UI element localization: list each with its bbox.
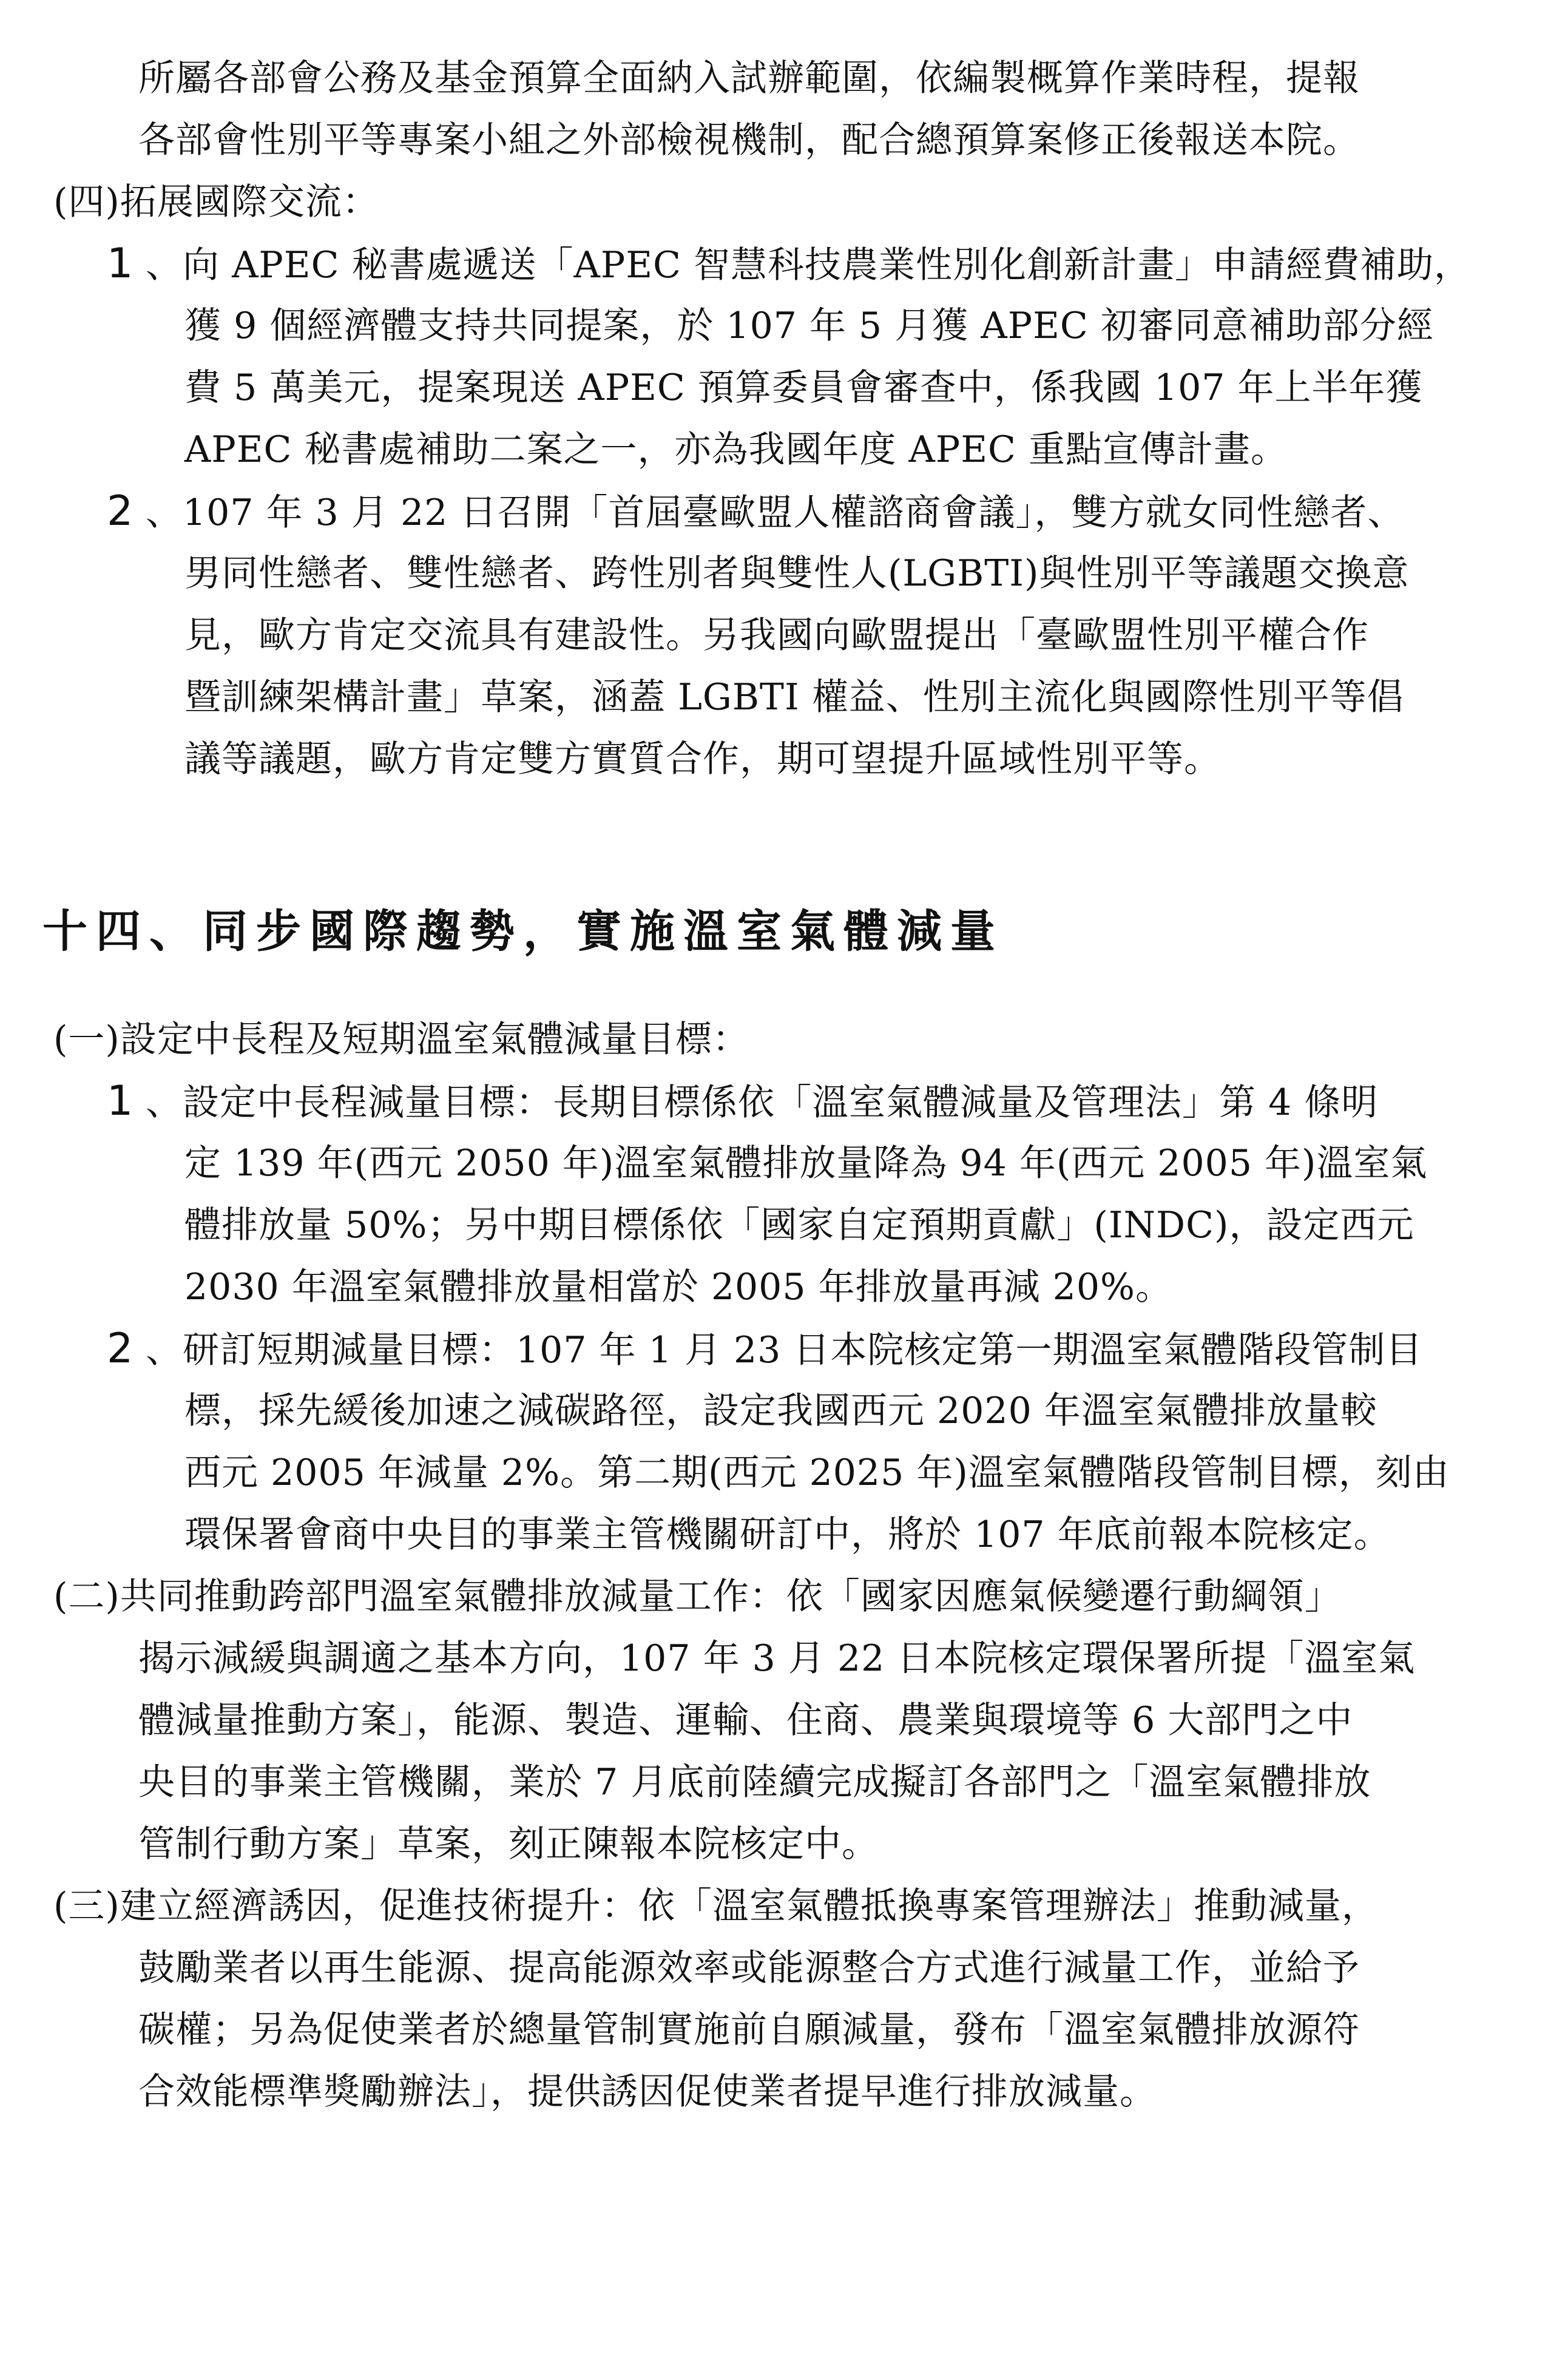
text-line: 管制行動方案」草案，刻正陳報本院核定中。 — [138, 1823, 879, 1865]
list-number: 1 — [107, 240, 134, 288]
subsection-label-text: (一)設定中長程及短期溫室氣體減量目標： — [53, 1018, 749, 1061]
text-line: 環保署會商中央目的事業主管機關研訂中，將於 107 年底前報本院核定。 — [184, 1513, 1391, 1556]
list-item-continuation — [184, 1380, 1450, 1566]
subsection-first-line: (三)建立經濟誘因，促進技術提升：依「溫室氣體抵換專案管理辦法」推動減量， — [53, 1885, 1379, 1927]
text-line: 所屬各部會公務及基金預算全面納入試辦範圍，依編製概算作業時程，提報 — [138, 57, 1360, 100]
text-line: 男同性戀者、雙性戀者、跨性別者與雙性人(LGBTI)與性別平等議題交換意 — [184, 552, 1410, 595]
subsection-paragraph — [53, 1566, 1342, 1628]
text-line: 標，採先緩後加速之減碳路徑，設定我國西元 2020 年溫室氣體排放量較 — [184, 1390, 1377, 1432]
subsection-continuation — [138, 1937, 1360, 2123]
list-item-first-line — [107, 1318, 1422, 1380]
subsection-label — [53, 1009, 749, 1070]
list-item — [107, 481, 1404, 543]
text-line: 合效能標準獎勵辦法」，提供誘因促使業者提早進行排放減量。 — [138, 2071, 1157, 2113]
subsection-first-line: (二)共同推動跨部門溫室氣體排放減量工作：依「國家因應氣候變遷行動綱領」 — [53, 1575, 1342, 1618]
text-line: 暨訓練架構計畫」草案，涵蓋 LGBTI 權益、性別主流化與國際性別平等倡 — [184, 676, 1404, 718]
list-item-continuation — [184, 543, 1409, 790]
list-number: 2 — [107, 487, 134, 535]
subsection-continuation — [138, 1628, 1415, 1875]
text-line: 定 139 年(西元 2050 年)溫室氣體排放量降為 94 年(西元 2005 年)溫室氣 — [184, 1142, 1428, 1185]
list-item-first-line — [107, 1070, 1378, 1132]
section-heading — [42, 898, 1004, 965]
list-number: 1 — [107, 1077, 134, 1125]
text-line: 費 5 萬美元，提案現送 APEC 預算委員會審查中，係我國 107 年上半年獲 — [184, 367, 1423, 409]
list-item-continuation — [184, 1132, 1427, 1318]
list-item — [107, 1318, 1422, 1380]
text-line: 央目的事業主管機關，業於 7 月底前陸續完成擬訂各部門之「溫室氣體排放 — [138, 1761, 1371, 1804]
text-line: 碳權；另為促使業者於總量管制實施前自願減量，發布「溫室氣體排放源符 — [138, 2009, 1360, 2051]
subsection-label — [53, 171, 379, 233]
text-line: 體排放量 50%；另中期目標係依「國家自定預期貢獻」(INDC)，設定西元 — [184, 1204, 1414, 1246]
list-item-text: 、設定中長程減量目標：長期目標係依「溫室氣體減量及管理法」第 4 條明 — [146, 1081, 1379, 1124]
text-line: 體減量推動方案」，能源、製造、運輸、住商、農業與環境等 6 大部門之中 — [138, 1699, 1353, 1742]
subsection-label-text: (四)拓展國際交流： — [53, 181, 379, 223]
list-item-text: 、研訂短期減量目標：107 年 1 月 23 日本院核定第一期溫室氣體階段管制目 — [146, 1329, 1423, 1371]
list-item-text: 、向 APEC 秘書處遞送「APEC 智慧科技農業性別化創新計畫」申請經費補助， — [146, 244, 1472, 286]
list-number: 2 — [107, 1325, 134, 1373]
text-line: APEC 秘書處補助二案之一，亦為我國年度 APEC 重點宣傳計畫。 — [184, 428, 1288, 471]
text-line: 2030 年溫室氣體排放量相當於 2005 年排放量再減 20%。 — [184, 1266, 1173, 1308]
text-line: 獲 9 個經濟體支持共同提案，於 107 年 5 月獲 APEC 初審同意補助部分經 — [184, 305, 1434, 347]
text-line: 見，歐方肯定交流具有建設性。另我國向歐盟提出「臺歐盟性別平權合作 — [184, 614, 1369, 657]
text-line: 各部會性別平等專案小組之外部檢視機制，配合總預算案修正後報送本院。 — [138, 119, 1360, 161]
text-line: 議等議題，歐方肯定雙方實質合作，期可望提升區域性別平等。 — [184, 738, 1221, 780]
text-line: 揭示減緩與調適之基本方向，107 年 3 月 22 日本院核定環保署所提「溫室氣 — [138, 1637, 1416, 1680]
text-line: 西元 2005 年減量 2%。第二期(西元 2025 年)溫室氣體階段管制目標，刻由 — [184, 1452, 1450, 1494]
continuation-paragraph — [138, 47, 1360, 171]
list-item-continuation — [184, 295, 1434, 481]
section-heading-text: 十四、同步國際趨勢，實施溫室氣體減量 — [42, 905, 1004, 958]
list-item — [107, 1070, 1378, 1132]
list-item — [107, 233, 1471, 295]
subsection-paragraph — [53, 1875, 1379, 1937]
list-item-text: 、107 年 3 月 22 日召開「首屆臺歐盟人權諮商會議」，雙方就女同性戀者、 — [146, 492, 1405, 534]
list-item-first-line — [107, 481, 1404, 543]
list-item-first-line — [107, 233, 1471, 295]
text-line: 鼓勵業者以再生能源、提高能源效率或能源整合方式進行減量工作，並給予 — [138, 1947, 1360, 1989]
